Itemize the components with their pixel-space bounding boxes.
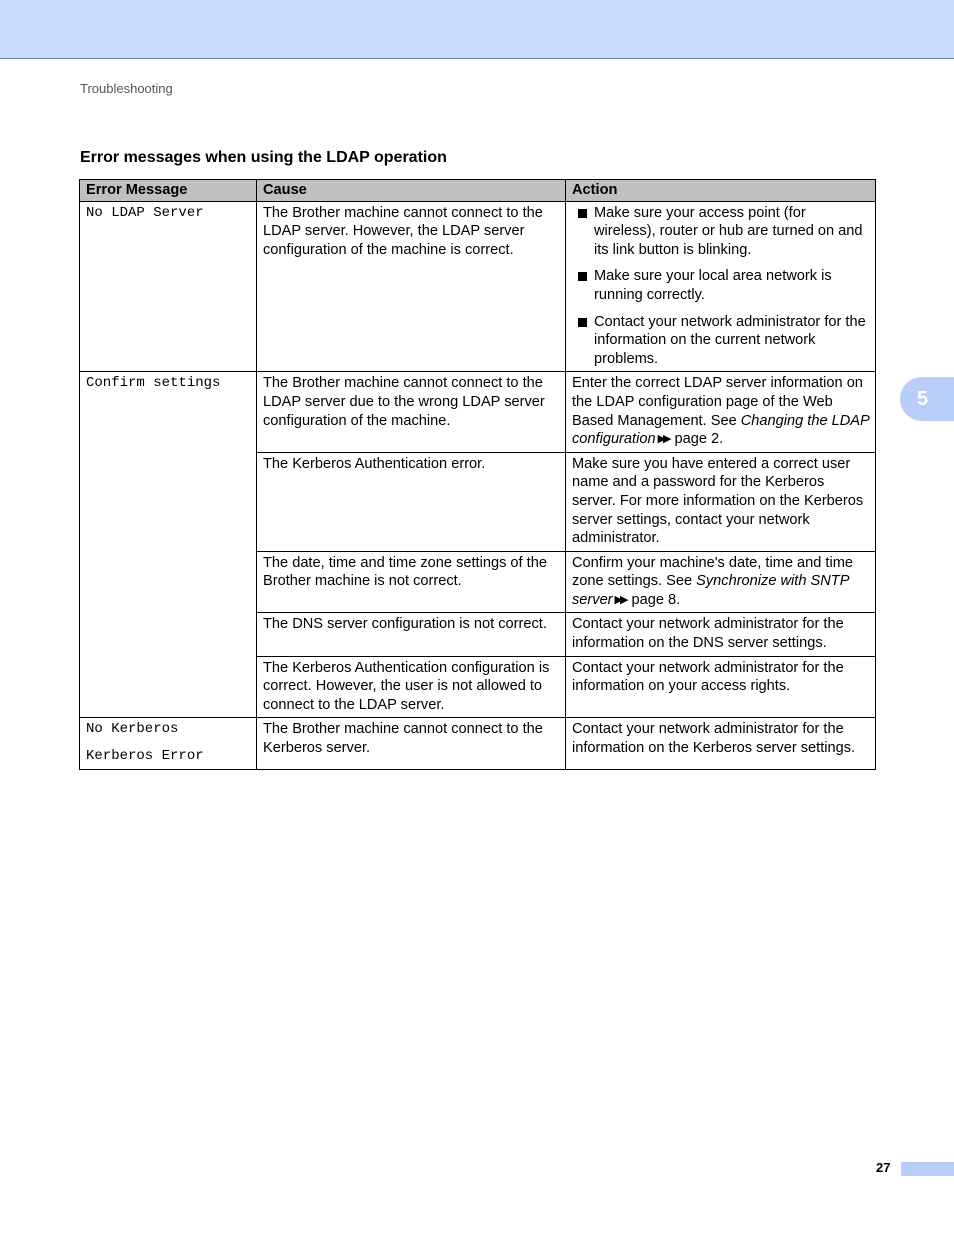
error-message-cell: No LDAP Server — [80, 201, 257, 372]
action-cell — [566, 551, 876, 613]
error-message-line: Kerberos Error — [86, 748, 204, 765]
list-item — [572, 204, 870, 260]
action-text: Confirm your machine's date, time and time zone settings. See — [572, 554, 853, 590]
cause-cell: The Brother machine cannot connect to the LDAP server due to the wrong LDAP server configuration of the machine. — [257, 372, 566, 452]
cause-cell: The Kerberos Authentication configuration is correct. However, the user is not allowed to connect to the LDAP server. — [257, 656, 566, 718]
cause-cell: The Brother machine cannot connect to the LDAP server. However, the LDAP server configuration of the machine is correct. — [257, 201, 566, 372]
error-table — [79, 179, 876, 770]
table-header-row — [80, 180, 876, 202]
cross-reference-link[interactable]: Changing the LDAP configuration — [572, 412, 870, 448]
error-message-cell: Confirm settings — [80, 372, 257, 718]
cause-cell: The Kerberos Authentication error. — [257, 452, 566, 551]
page-number-bar — [901, 1162, 954, 1176]
action-cell: Make sure you have entered a correct user name and a password for the Kerberos server. For more information on the Kerberos server settings, contact your network administrator. — [566, 452, 876, 551]
chapter-tab: 5 — [900, 377, 954, 421]
section-title: Error messages when using the LDAP operation — [80, 149, 447, 166]
cause-cell: The Brother machine cannot connect to the Kerberos server. — [257, 718, 566, 769]
page-reference: page 2. — [674, 431, 724, 448]
cross-reference-link[interactable]: Synchronize with SNTP server — [572, 573, 849, 608]
table-row — [80, 718, 876, 769]
double-chevron-right-icon: ▶▶ — [614, 593, 626, 606]
column-header-error: Error Message — [80, 180, 257, 202]
action-cell — [566, 372, 876, 452]
list-item — [572, 313, 870, 369]
action-cell — [566, 201, 876, 372]
column-header-action: Action — [566, 180, 876, 202]
square-bullet-icon — [578, 209, 587, 218]
action-cell: Contact your network administrator for the information on the Kerberos server settings. — [566, 718, 876, 769]
action-cell: Contact your network administrator for the information on the DNS server settings. — [566, 613, 876, 656]
action-bullet-list — [572, 204, 870, 369]
cause-cell: The DNS server configuration is not correct. — [257, 613, 566, 656]
table-row — [80, 372, 876, 452]
table-row — [80, 201, 876, 372]
list-item — [572, 267, 870, 304]
bullet-text: Contact your network administrator for the information on the current network problems. — [594, 313, 866, 367]
bullet-text: Make sure your local area network is running correctly. — [594, 268, 832, 303]
square-bullet-icon — [578, 272, 587, 281]
running-head: Troubleshooting — [80, 81, 173, 96]
bullet-text: Make sure your access point (for wireless), router or hub are turned on and its link button is blinking. — [594, 204, 863, 258]
error-message-line: No Kerberos — [86, 721, 179, 738]
square-bullet-icon — [578, 318, 587, 327]
page-number: 27 — [876, 1160, 891, 1175]
cause-cell: The date, time and time zone settings of the Brother machine is not correct. — [257, 551, 566, 613]
error-message-cell — [80, 718, 257, 769]
top-header-band — [0, 0, 954, 59]
column-header-cause: Cause — [257, 180, 566, 202]
double-chevron-right-icon: ▶▶ — [657, 433, 669, 446]
page-reference: page 8. — [631, 591, 681, 608]
action-cell: Contact your network administrator for the information on your access rights. — [566, 656, 876, 718]
action-text: Enter the correct LDAP server information on the LDAP configuration page of the Web Based Management. See — [572, 375, 863, 429]
